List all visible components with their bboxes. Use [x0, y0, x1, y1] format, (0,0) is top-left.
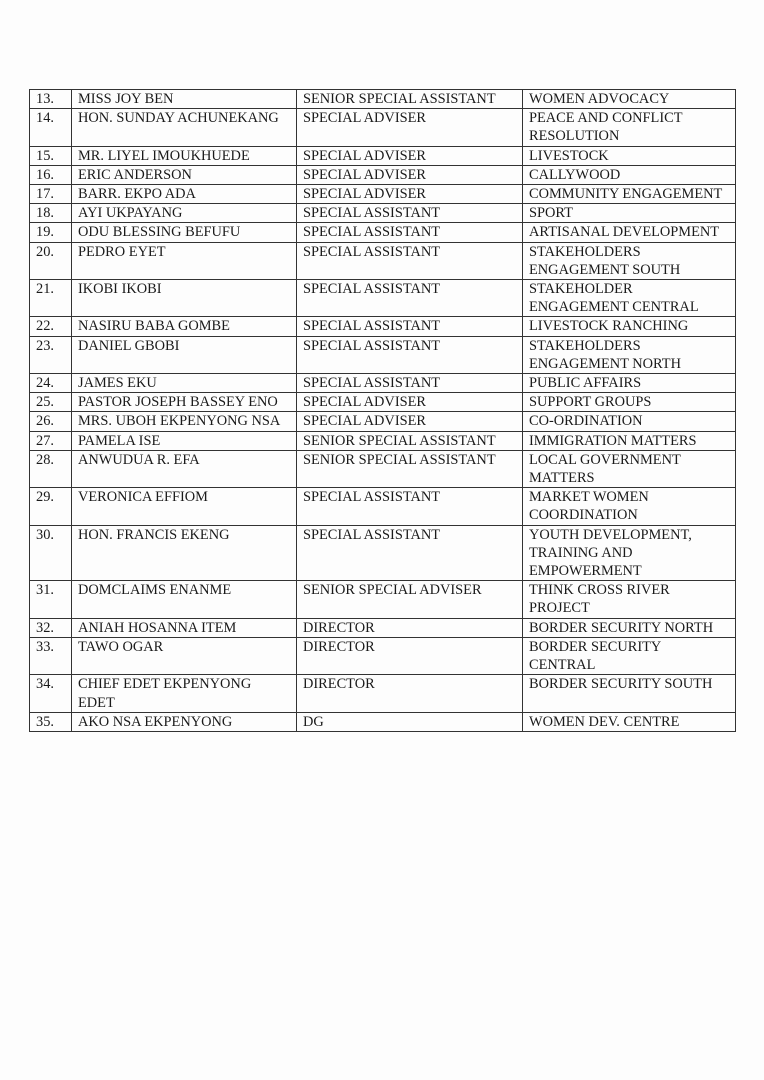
row-number-cell: 15. [30, 146, 72, 165]
appointment-title-cell: SPECIAL ASSISTANT [297, 488, 523, 525]
row-number-cell: 18. [30, 204, 72, 223]
appointee-name-cell: PEDRO EYET [72, 242, 297, 279]
table-row [30, 581, 736, 618]
row-number-cell: 22. [30, 317, 72, 336]
appointee-name-cell: ANIAH HOSANNA ITEM [72, 618, 297, 637]
appointee-name-cell: MISS JOY BEN [72, 90, 297, 109]
row-number-cell: 30. [30, 525, 72, 581]
table-row [30, 109, 736, 146]
appointment-title-cell: SPECIAL ASSISTANT [297, 223, 523, 242]
table-row [30, 393, 736, 412]
appointment-title-cell: SENIOR SPECIAL ASSISTANT [297, 90, 523, 109]
row-number-cell: 29. [30, 488, 72, 525]
portfolio-cell: YOUTH DEVELOPMENT, TRAINING AND EMPOWERMENT [523, 525, 736, 581]
appointment-title-cell: SPECIAL ASSISTANT [297, 242, 523, 279]
table-row [30, 450, 736, 487]
appointee-name-cell: TAWO OGAR [72, 637, 297, 674]
table-row [30, 431, 736, 450]
row-number-cell: 23. [30, 336, 72, 373]
appointments-table [29, 89, 736, 732]
table-row [30, 336, 736, 373]
row-number-cell: 13. [30, 90, 72, 109]
portfolio-cell: COMMUNITY ENGAGEMENT [523, 185, 736, 204]
table-row [30, 637, 736, 674]
row-number-cell: 24. [30, 374, 72, 393]
portfolio-cell: MARKET WOMEN COORDINATION [523, 488, 736, 525]
appointment-title-cell: SPECIAL ADVISER [297, 109, 523, 146]
portfolio-cell: PUBLIC AFFAIRS [523, 374, 736, 393]
portfolio-cell: THINK CROSS RIVER PROJECT [523, 581, 736, 618]
row-number-cell: 19. [30, 223, 72, 242]
table-row [30, 165, 736, 184]
row-number-cell: 26. [30, 412, 72, 431]
row-number-cell: 16. [30, 165, 72, 184]
table-row [30, 675, 736, 712]
table-row [30, 618, 736, 637]
table-row [30, 317, 736, 336]
appointee-name-cell: MRS. UBOH EKPENYONG NSA [72, 412, 297, 431]
appointment-title-cell: DIRECTOR [297, 618, 523, 637]
appointment-title-cell: SPECIAL ADVISER [297, 412, 523, 431]
appointee-name-cell: AKO NSA EKPENYONG [72, 712, 297, 731]
portfolio-cell: WOMEN ADVOCACY [523, 90, 736, 109]
appointee-name-cell: MR. LIYEL IMOUKHUEDE [72, 146, 297, 165]
row-number-cell: 32. [30, 618, 72, 637]
portfolio-cell: CALLYWOOD [523, 165, 736, 184]
portfolio-cell: WOMEN DEV. CENTRE [523, 712, 736, 731]
appointment-title-cell: SPECIAL ADVISER [297, 393, 523, 412]
appointment-title-cell: SPECIAL ASSISTANT [297, 525, 523, 581]
appointment-title-cell: DG [297, 712, 523, 731]
portfolio-cell: BORDER SECURITY SOUTH [523, 675, 736, 712]
table-row [30, 488, 736, 525]
portfolio-cell: LOCAL GOVERNMENT MATTERS [523, 450, 736, 487]
appointment-title-cell: SPECIAL ADVISER [297, 165, 523, 184]
portfolio-cell: IMMIGRATION MATTERS [523, 431, 736, 450]
row-number-cell: 31. [30, 581, 72, 618]
portfolio-cell: STAKEHOLDERS ENGAGEMENT SOUTH [523, 242, 736, 279]
appointee-name-cell: AYI UKPAYANG [72, 204, 297, 223]
appointment-title-cell: SPECIAL ASSISTANT [297, 317, 523, 336]
table-row [30, 146, 736, 165]
table-row [30, 90, 736, 109]
portfolio-cell: ARTISANAL DEVELOPMENT [523, 223, 736, 242]
portfolio-cell: STAKEHOLDER ENGAGEMENT CENTRAL [523, 280, 736, 317]
appointment-title-cell: SPECIAL ASSISTANT [297, 374, 523, 393]
appointment-title-cell: SENIOR SPECIAL ASSISTANT [297, 450, 523, 487]
appointee-name-cell: HON. FRANCIS EKENG [72, 525, 297, 581]
appointee-name-cell: CHIEF EDET EKPENYONG EDET [72, 675, 297, 712]
appointment-title-cell: SPECIAL ASSISTANT [297, 336, 523, 373]
table-row [30, 204, 736, 223]
row-number-cell: 33. [30, 637, 72, 674]
row-number-cell: 25. [30, 393, 72, 412]
appointment-title-cell: SPECIAL ASSISTANT [297, 280, 523, 317]
portfolio-cell: PEACE AND CONFLICT RESOLUTION [523, 109, 736, 146]
appointment-title-cell: SENIOR SPECIAL ASSISTANT [297, 431, 523, 450]
appointee-name-cell: JAMES EKU [72, 374, 297, 393]
row-number-cell: 27. [30, 431, 72, 450]
portfolio-cell: SUPPORT GROUPS [523, 393, 736, 412]
portfolio-cell: BORDER SECURITY CENTRAL [523, 637, 736, 674]
appointee-name-cell: IKOBI IKOBI [72, 280, 297, 317]
row-number-cell: 17. [30, 185, 72, 204]
appointee-name-cell: BARR. EKPO ADA [72, 185, 297, 204]
appointee-name-cell: ERIC ANDERSON [72, 165, 297, 184]
appointment-title-cell: SPECIAL ASSISTANT [297, 204, 523, 223]
row-number-cell: 20. [30, 242, 72, 279]
appointment-title-cell: SENIOR SPECIAL ADVISER [297, 581, 523, 618]
portfolio-cell: SPORT [523, 204, 736, 223]
appointee-name-cell: HON. SUNDAY ACHUNEKANG [72, 109, 297, 146]
appointee-name-cell: PAMELA ISE [72, 431, 297, 450]
table-row [30, 242, 736, 279]
appointments-table-body [30, 90, 736, 732]
portfolio-cell: LIVESTOCK RANCHING [523, 317, 736, 336]
appointee-name-cell: DOMCLAIMS ENANME [72, 581, 297, 618]
appointee-name-cell: ODU BLESSING BEFUFU [72, 223, 297, 242]
appointment-title-cell: SPECIAL ADVISER [297, 185, 523, 204]
table-row [30, 525, 736, 581]
table-row [30, 412, 736, 431]
table-row [30, 280, 736, 317]
row-number-cell: 28. [30, 450, 72, 487]
portfolio-cell: STAKEHOLDERS ENGAGEMENT NORTH [523, 336, 736, 373]
row-number-cell: 34. [30, 675, 72, 712]
table-row [30, 185, 736, 204]
portfolio-cell: CO-ORDINATION [523, 412, 736, 431]
appointment-title-cell: DIRECTOR [297, 637, 523, 674]
appointment-title-cell: DIRECTOR [297, 675, 523, 712]
portfolio-cell: LIVESTOCK [523, 146, 736, 165]
appointee-name-cell: ANWUDUA R. EFA [72, 450, 297, 487]
row-number-cell: 35. [30, 712, 72, 731]
table-row [30, 712, 736, 731]
appointee-name-cell: PASTOR JOSEPH BASSEY ENO [72, 393, 297, 412]
appointee-name-cell: DANIEL GBOBI [72, 336, 297, 373]
table-row [30, 374, 736, 393]
appointment-title-cell: SPECIAL ADVISER [297, 146, 523, 165]
row-number-cell: 21. [30, 280, 72, 317]
appointee-name-cell: NASIRU BABA GOMBE [72, 317, 297, 336]
portfolio-cell: BORDER SECURITY NORTH [523, 618, 736, 637]
appointee-name-cell: VERONICA EFFIOM [72, 488, 297, 525]
row-number-cell: 14. [30, 109, 72, 146]
table-row [30, 223, 736, 242]
